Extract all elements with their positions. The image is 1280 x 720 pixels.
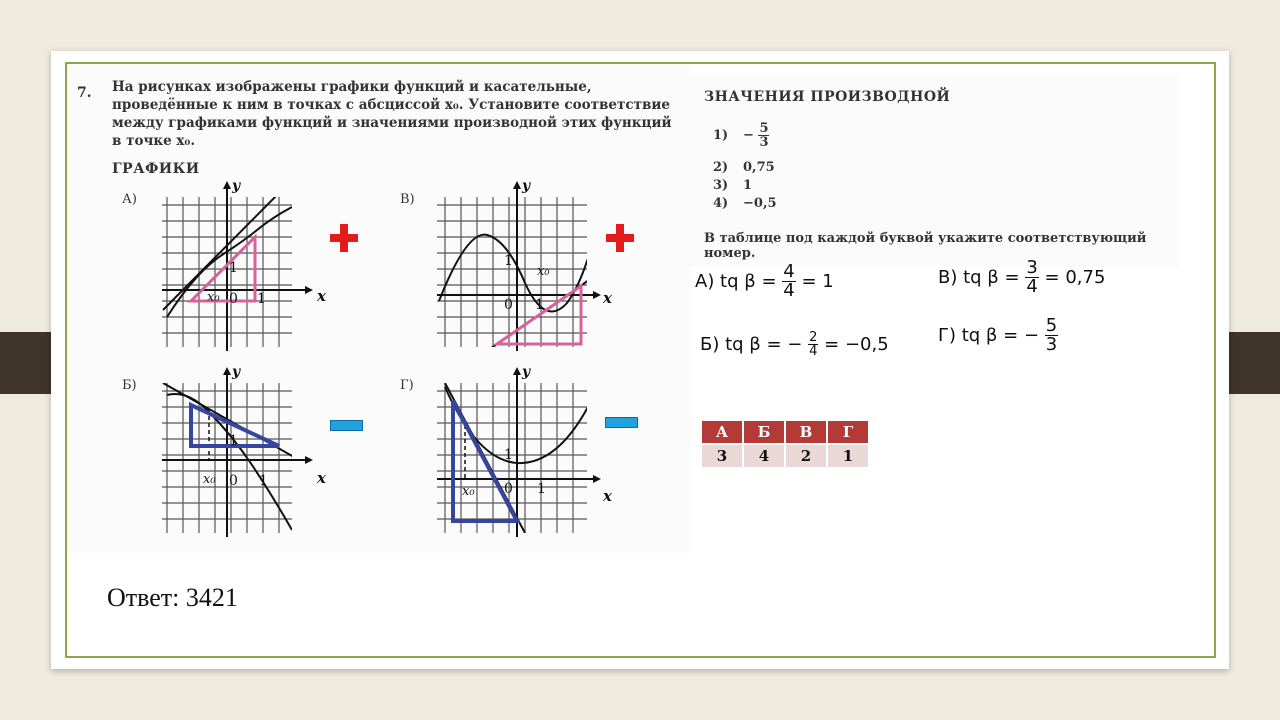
graph-g-x0: x₀ <box>462 484 475 499</box>
graph-a-x: x <box>317 287 326 305</box>
derivative-option-3: 3) 1 <box>713 178 753 193</box>
answer-table-header: В <box>786 421 826 443</box>
solution-v: В) tq β = $\frac{3}{4}$ = 0,75 <box>938 257 1106 297</box>
graph-b-x: x <box>317 469 326 487</box>
answer-table-header: Б <box>744 421 784 443</box>
graph-a-one-y: 1 <box>229 260 238 276</box>
graph-v-x0: x₀ <box>537 264 550 279</box>
minus-mark-g <box>605 417 638 428</box>
graph-v-one-y: 1 <box>504 253 513 269</box>
derivative-option-4: 4) −0,5 <box>713 196 777 211</box>
answer-table-header: Г <box>828 421 868 443</box>
graph-v-zero: 0 <box>504 297 513 313</box>
solution-b: Б) tq β = − $\frac{2}{4}$ = −0,5 <box>700 330 889 359</box>
task-text: На рисунках изображены графики функций и касательные, проведённые к ним в точках с абсциссой x₀. Установите соответствие между графиками функций и значениями производной этих функций в точке x₀. <box>112 79 672 149</box>
solution-g: Г) tq β = − $\frac{5}{3}$ <box>938 315 1058 355</box>
answer-table-value-row <box>702 445 868 467</box>
solution-a: А) tq β = $\frac{4}{4}$ = 1 <box>695 261 834 301</box>
answer-table-cell: 3 <box>702 445 742 467</box>
graph-a <box>162 178 327 351</box>
graph-b <box>162 364 327 537</box>
graph-a-x0: x₀ <box>207 290 220 305</box>
graph-b-x0: x₀ <box>203 472 216 487</box>
answer-table <box>700 419 870 469</box>
graph-g-label: Г) <box>400 378 414 393</box>
plus-mark-a <box>330 224 358 252</box>
graph-b-zero: 0 <box>229 473 238 489</box>
task-scan <box>67 65 691 553</box>
answer-table-cell: 1 <box>828 445 868 467</box>
graph-a-label: А) <box>122 192 137 207</box>
answer-table-cell: 4 <box>744 445 784 467</box>
graph-v-label: В) <box>400 192 415 207</box>
graph-g-zero: 0 <box>504 481 513 497</box>
graph-g-x: x <box>603 487 612 505</box>
answer-table-cell: 2 <box>786 445 826 467</box>
graph-g-y: y <box>522 364 531 380</box>
graph-g-one-x: 1 <box>537 481 546 497</box>
slide <box>51 51 1229 669</box>
answer-table-header-row <box>702 421 868 443</box>
graph-g <box>437 364 613 537</box>
derivative-option-1: 1) − $\frac{5}{3}$ <box>713 121 769 150</box>
graph-a-one-x: 1 <box>257 291 266 307</box>
derivatives-scan <box>691 75 1179 267</box>
graph-v-x: x <box>603 289 612 307</box>
derivatives-heading: ЗНАЧЕНИЯ ПРОИЗВОДНОЙ <box>704 89 951 105</box>
graph-v <box>437 178 613 351</box>
minus-mark-b <box>330 420 363 431</box>
graph-a-y: y <box>232 178 241 194</box>
answer-table-header: А <box>702 421 742 443</box>
graph-v-y: y <box>522 178 531 194</box>
graph-b-one-y: 1 <box>229 433 238 449</box>
graph-b-y: y <box>232 364 241 380</box>
graph-g-one-y: 1 <box>504 447 513 463</box>
graph-a-zero: 0 <box>229 291 238 307</box>
task-number: 7. <box>77 85 92 101</box>
graphs-heading: ГРАФИКИ <box>112 161 200 177</box>
answer-text: Ответ: 3421 <box>107 583 238 612</box>
graph-b-one-x: 1 <box>259 473 268 489</box>
derivatives-note: В таблице под каждой буквой укажите соответствующий номер. <box>704 231 1147 261</box>
graphs-svg <box>67 65 691 553</box>
graph-v-one-x: 1 <box>535 297 544 313</box>
plus-mark-v <box>606 224 634 252</box>
derivative-option-2: 2) 0,75 <box>713 160 775 175</box>
graph-b-label: Б) <box>122 378 137 393</box>
